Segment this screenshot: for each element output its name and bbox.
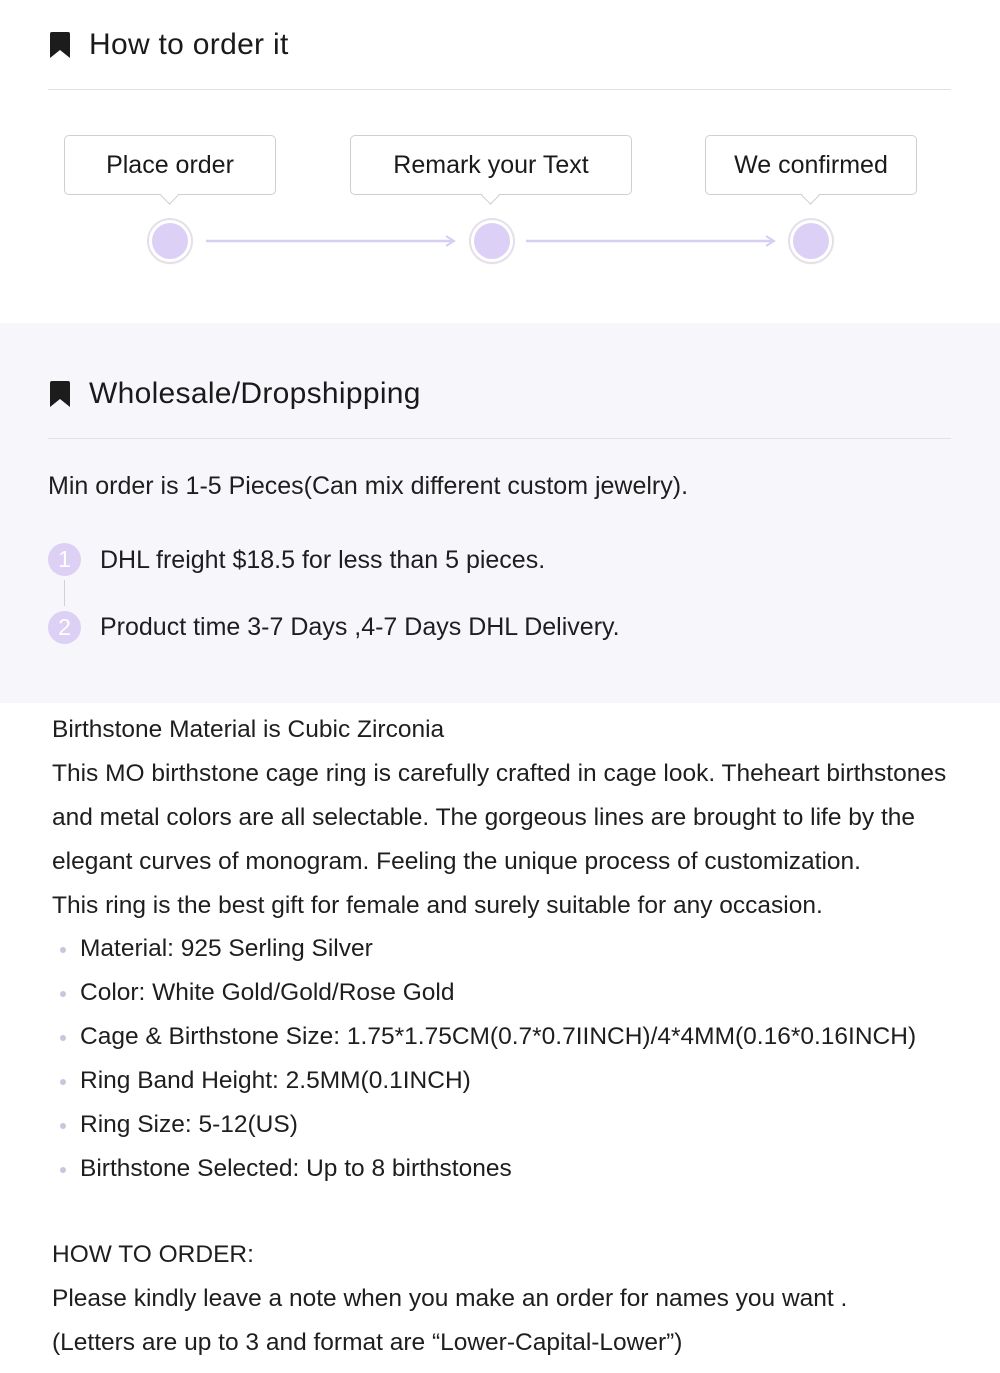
divider	[48, 438, 951, 439]
step-label: Remark your Text	[393, 150, 589, 179]
description-line: and metal colors are all selectable. The gorgeous lines are brought to life by the	[52, 804, 916, 831]
bookmark-icon	[48, 381, 72, 407]
bullet-icon	[60, 1123, 66, 1129]
description-line: elegant curves of monogram. Feeling the unique process of customization.	[52, 848, 861, 875]
heading-text: How to order it	[89, 28, 289, 61]
arrow-right-icon	[206, 233, 458, 249]
how-to-order-line: Please kindly leave a note when you make an order for names you want .	[52, 1285, 848, 1312]
divider	[48, 89, 951, 90]
bullet-icon	[60, 1079, 66, 1085]
step-dot	[790, 220, 832, 262]
description-line: This MO birthstone cage ring is carefully crafted in cage look. Theheart birthstones	[52, 760, 947, 787]
spec-text: Cage & Birthstone Size: 1.75*1.75CM(0.7*0.7IINCH)/4*4MM(0.16*0.16INCH)	[80, 1023, 917, 1050]
description-line: Birthstone Material is Cubic Zirconia	[52, 716, 445, 743]
section-heading-wholesale	[48, 377, 421, 411]
spec-text: Birthstone Selected: Up to 8 birthstones	[80, 1155, 512, 1182]
section-heading-how-to-order	[48, 28, 289, 62]
spec-text: Ring Band Height: 2.5MM(0.1INCH)	[80, 1067, 471, 1094]
step-dot	[149, 220, 191, 262]
how-to-order-title: HOW TO ORDER:	[52, 1241, 254, 1268]
bookmark-icon	[48, 32, 72, 58]
description-line: This ring is the best gift for female and surely suitable for any occasion.	[52, 892, 823, 919]
step-label: We confirmed	[734, 150, 888, 179]
step-we-confirmed	[705, 135, 917, 195]
step-label: Place order	[106, 150, 234, 179]
connector-line	[64, 580, 65, 606]
bullet-icon	[60, 991, 66, 997]
how-to-order-section	[0, 0, 1000, 323]
shipping-note: Product time 3-7 Days ,4-7 Days DHL Delivery.	[100, 613, 620, 641]
step-dot	[471, 220, 513, 262]
step-number-badge: 2	[48, 611, 81, 644]
bullet-icon	[60, 1035, 66, 1041]
spec-text: Color: White Gold/Gold/Rose Gold	[80, 979, 455, 1006]
shipping-note: DHL freight $18.5 for less than 5 pieces.	[100, 546, 546, 574]
spec-text: Ring Size: 5-12(US)	[80, 1111, 298, 1138]
bullet-icon	[60, 1167, 66, 1173]
arrow-right-icon	[526, 233, 778, 249]
step-number-badge: 1	[48, 543, 81, 576]
step-place-order	[64, 135, 276, 195]
heading-text: Wholesale/Dropshipping	[89, 377, 421, 410]
how-to-order-line: (Letters are up to 3 and format are “Lower-Capital-Lower”)	[52, 1329, 683, 1356]
spec-text: Material: 925 Serling Silver	[80, 935, 373, 962]
bullet-icon	[60, 947, 66, 953]
step-remark-text	[350, 135, 632, 195]
min-order-text: Min order is 1-5 Pieces(Can mix different custom jewelry).	[48, 472, 689, 500]
